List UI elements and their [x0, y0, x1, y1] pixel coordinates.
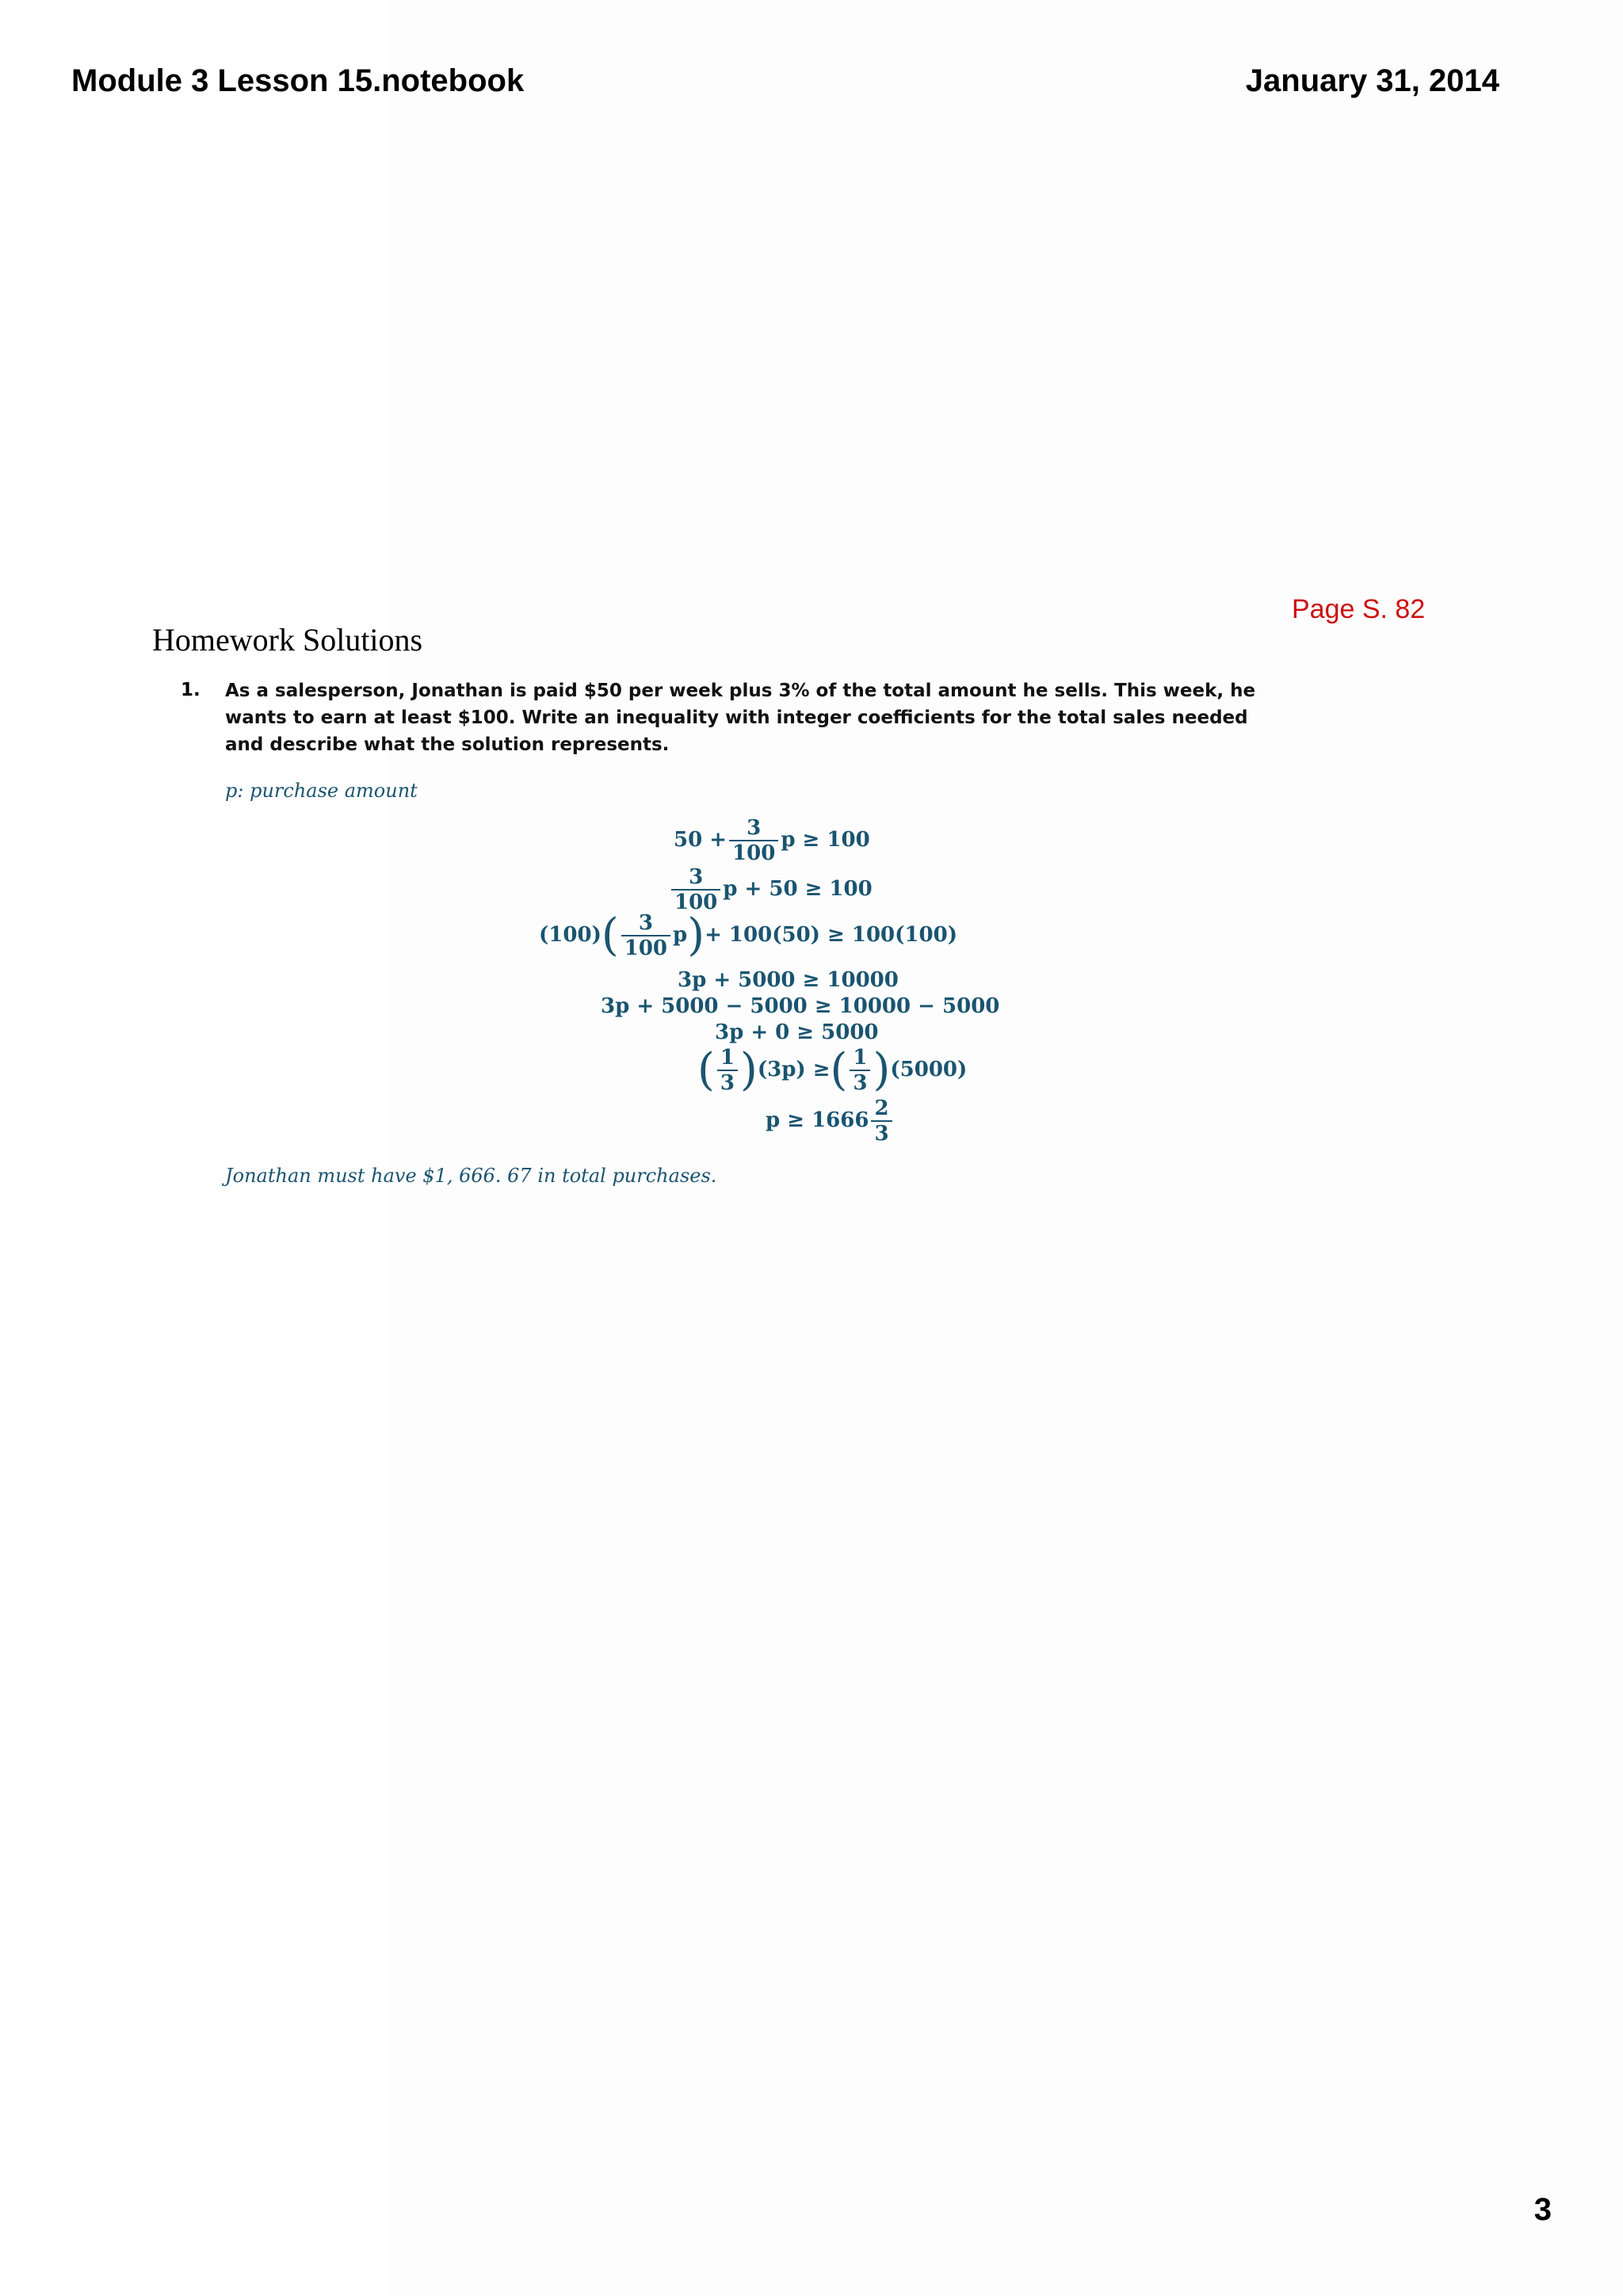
page-number: 3	[1533, 2192, 1552, 2227]
right-paren: )	[873, 1044, 891, 1096]
fraction-denominator: 3	[717, 1070, 738, 1095]
step-text: 50 +	[674, 828, 727, 852]
page-reference: Page S. 82	[1292, 594, 1426, 624]
fraction-numerator: 1	[720, 1046, 735, 1070]
solution-step-4: 3p + 5000 ≥ 10000	[678, 968, 899, 992]
left-paren: (	[830, 1044, 848, 1096]
solution-step-7	[697, 1046, 967, 1095]
problem-number: 1.	[181, 680, 200, 700]
step-text: (100)	[539, 923, 601, 947]
background-shade	[388, 0, 1623, 2296]
fraction-denominator: 100	[621, 935, 670, 960]
fraction	[717, 1046, 738, 1095]
fraction	[621, 911, 670, 960]
solution-step-6: 3p + 0 ≥ 5000	[715, 1020, 879, 1044]
step-variable: p	[673, 923, 688, 947]
fraction-numerator: 2	[874, 1097, 889, 1120]
notebook-title: Module 3 Lesson 15.notebook	[71, 63, 525, 98]
variable-definition: p: purchase amount	[225, 780, 418, 802]
left-paren: (	[697, 1044, 715, 1096]
step-text: (3p) ≥	[757, 1058, 831, 1081]
solution-step-2	[669, 865, 873, 914]
fraction-denominator: 3	[871, 1120, 892, 1146]
right-paren: )	[687, 910, 705, 961]
fraction	[850, 1046, 870, 1095]
fraction-denominator: 100	[729, 840, 778, 865]
left-paren: (	[601, 910, 619, 961]
fraction-numerator: 1	[853, 1046, 868, 1070]
solution-step-1	[674, 816, 870, 865]
problem-text: As a salesperson, Jonathan is paid $50 per week plus 3% of the total amount he sells. This week, he wants to earn at least $100. Write an inequality with integer coefficients for the total sales needed and describe what the solution represents.	[225, 681, 1256, 755]
fraction	[671, 865, 720, 914]
fraction-denominator: 100	[671, 889, 720, 914]
solution-step-5: 3p + 5000 − 5000 ≥ 10000 − 5000	[601, 994, 1000, 1018]
fraction-numerator: 3	[638, 911, 653, 935]
solution-step-3	[539, 911, 957, 960]
fraction-numerator: 3	[689, 865, 704, 889]
fraction	[871, 1097, 892, 1146]
fraction-denominator: 3	[850, 1070, 870, 1095]
step-text: p ≥ 1666	[766, 1108, 869, 1132]
solution-step-8	[766, 1097, 895, 1146]
fraction	[729, 816, 778, 865]
step-text: (5000)	[890, 1058, 968, 1081]
fraction-numerator: 3	[747, 816, 762, 840]
conclusion-text: Jonathan must have $1, 666. 67 in total purchases.	[225, 1165, 717, 1187]
step-text: + 100(50) ≥ 100(100)	[705, 923, 958, 947]
section-title: Homework Solutions	[152, 622, 423, 658]
step-text: p + 50 ≥ 100	[723, 877, 873, 901]
notebook-date: January 31, 2014	[1245, 63, 1499, 98]
right-paren: )	[739, 1044, 758, 1096]
step-text: p ≥ 100	[781, 828, 870, 852]
